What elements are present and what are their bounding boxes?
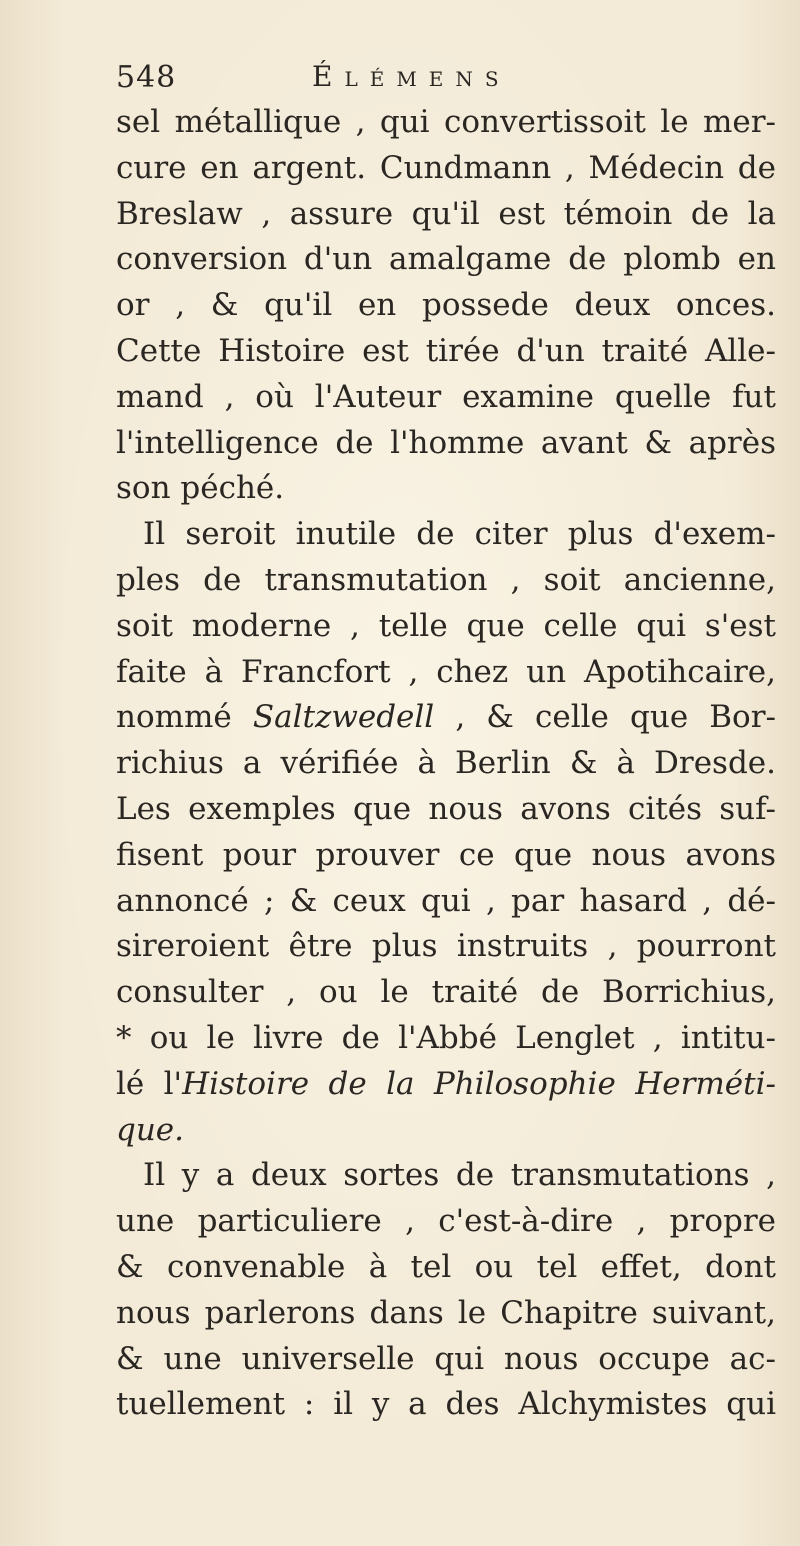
text-line: Il seroit inutile de citer plus d'exem- xyxy=(143,516,776,553)
text-line: & une universelle qui nous occupe ac- xyxy=(116,1340,776,1377)
text-line: une particuliere , c'est-à-dire , propre xyxy=(116,1203,776,1240)
text-fragment: , & celle que Bor- xyxy=(455,699,777,736)
text-line: tuellement : il y a des Alchymistes qui xyxy=(116,1386,776,1423)
page-header xyxy=(116,60,616,100)
running-head: Élémens xyxy=(312,60,511,93)
text-line: l'intelligence de l'homme avant & après xyxy=(116,424,776,461)
text-line: nous parlerons dans le Chapitre suivant, xyxy=(116,1294,776,1331)
text-line: or , & qu'il en possede deux onces. xyxy=(116,287,776,324)
text-line: mand , où l'Auteur examine quelle fut xyxy=(116,378,776,415)
text-line: Il y a deux sortes de transmutations , xyxy=(143,1157,776,1194)
page-number: 548 xyxy=(116,60,177,95)
text-line: sireroient être plus instruits , pourront xyxy=(116,928,776,965)
text-line: faite à Francfort , chez un Apotihcaire, xyxy=(116,653,776,690)
text-line: Cette Histoire est tirée d'un traité Alle- xyxy=(116,332,776,369)
text-line: richius a vérifiée à Berlin & à Dresde. xyxy=(116,745,776,782)
text-line: & convenable à tel ou tel effet, dont xyxy=(116,1248,776,1285)
text-line: Les exemples que nous avons cités suf- xyxy=(116,790,776,827)
italic-title-end: que. xyxy=(116,1111,185,1148)
text-line: Breslaw , assure qu'il est témoin de la xyxy=(116,195,776,232)
text-line-mixed xyxy=(116,1062,776,1108)
text-line: cure en argent. Cundmann , Médecin de xyxy=(116,149,776,186)
text-fragment: lé l' xyxy=(116,1065,183,1102)
text-line: consulter , ou le traité de Borrichius, xyxy=(116,974,776,1011)
text-line-mixed xyxy=(116,695,776,741)
text-line: sel métallique , qui convertissoit le mer- xyxy=(116,104,776,140)
text-line: son péché. xyxy=(116,470,285,507)
body-text xyxy=(116,100,776,1428)
italic-name: Saltzwedell xyxy=(252,699,435,736)
text-line: soit moderne , telle que celle qui s'est xyxy=(116,607,776,644)
text-line: annoncé ; & ceux qui , par hasard , dé- xyxy=(116,882,776,919)
text-line: conversion d'un amalgame de plomb en xyxy=(116,241,776,278)
text-line: fisent pour prouver ce que nous avons xyxy=(116,836,776,873)
text-line: ples de transmutation , soit ancienne, xyxy=(116,561,776,598)
text-fragment: nommé xyxy=(116,699,232,736)
italic-title: Histoire de la Philosophie Herméti- xyxy=(182,1065,776,1102)
text-line: * ou le livre de l'Abbé Lenglet , intitu- xyxy=(116,1019,776,1056)
